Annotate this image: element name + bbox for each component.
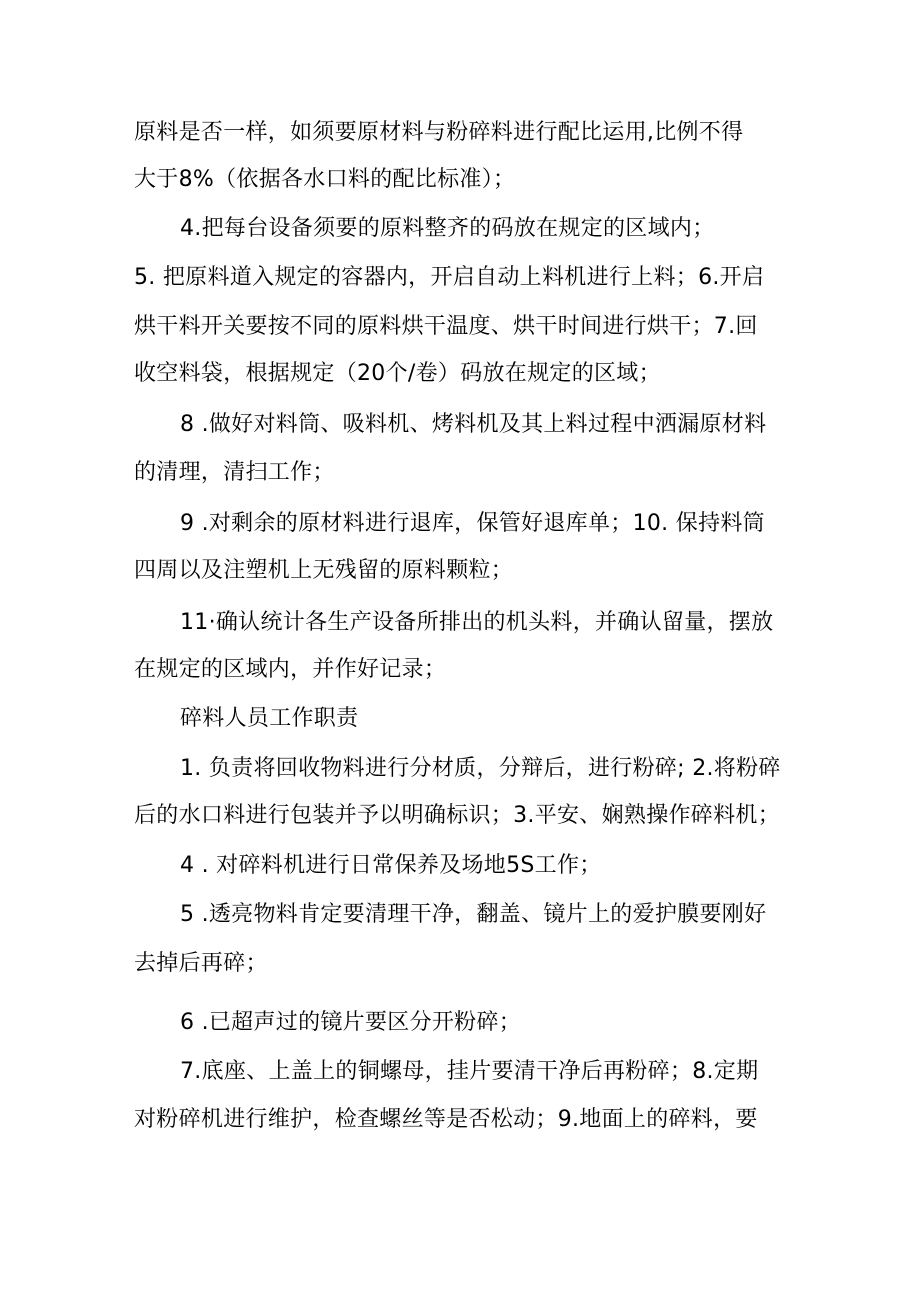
text-line-6: 收空料袋，根据规定（20个/卷）码放在规定的区域； — [134, 361, 661, 386]
text-line-19: 6 .已超声过的镜片要区分开粉碎； — [180, 1010, 522, 1035]
text-line-8: 的清理，清扫工作； — [134, 460, 335, 485]
text-line-9: 9 .对剩余的原材料进行退库，保管好退库单；10. 保持料筒 — [180, 511, 765, 536]
text-line-18: 去掉后再碎； — [134, 951, 268, 976]
section-heading: 碎料人员工作职责 — [180, 706, 359, 731]
text-line-11: 11·确认统计各生产设备所排出的机头料，并确认留量，摆放 — [180, 610, 774, 635]
text-line-16: 4 . 对碎料机进行日常保养及场地5S工作； — [180, 853, 602, 878]
text-line-5: 烘干料开关要按不同的原料烘干温度、烘干时间进行烘干；7.回 — [134, 314, 758, 339]
text-line-7: 8 .做好对料筒、吸料机、烤料机及其上料过程中洒漏原材料 — [180, 412, 767, 437]
text-line-2: 大于8%（依据各水口料的配比标准）； — [134, 167, 516, 192]
text-line-10: 四周以及注塑机上无残留的原料颗粒； — [134, 558, 514, 583]
text-line-1: 原料是否一样，如须要原材料与粉碎料进行配比运用,比例不得 — [134, 120, 744, 145]
text-line-4: 5. 把原料道入规定的容器内，开启自动上料机进行上料；6.开启 — [134, 265, 765, 290]
text-line-15: 后的水口料进行包装并予以明确标识；3.平安、娴熟操作碎料机； — [134, 803, 780, 828]
text-line-17: 5 .透亮物料肯定要清理干净，翻盖、镜片上的爱护膜要刚好 — [180, 902, 767, 927]
text-line-3: 4.把每台设备须要的原料整齐的码放在规定的区域内； — [180, 216, 715, 241]
text-line-20: 7.底座、上盖上的铜螺母，挂片要清干净后再粉碎；8.定期 — [180, 1059, 759, 1084]
text-line-12: 在规定的区域内，并作好记录； — [134, 657, 447, 682]
text-line-21: 对粉碎机进行维护，检查螺丝等是否松动；9.地面上的碎料，要 — [134, 1107, 758, 1132]
text-line-14: 1. 负责将回收物料进行分材质，分辩后，进行粉碎; 2.将粉碎 — [180, 756, 781, 781]
